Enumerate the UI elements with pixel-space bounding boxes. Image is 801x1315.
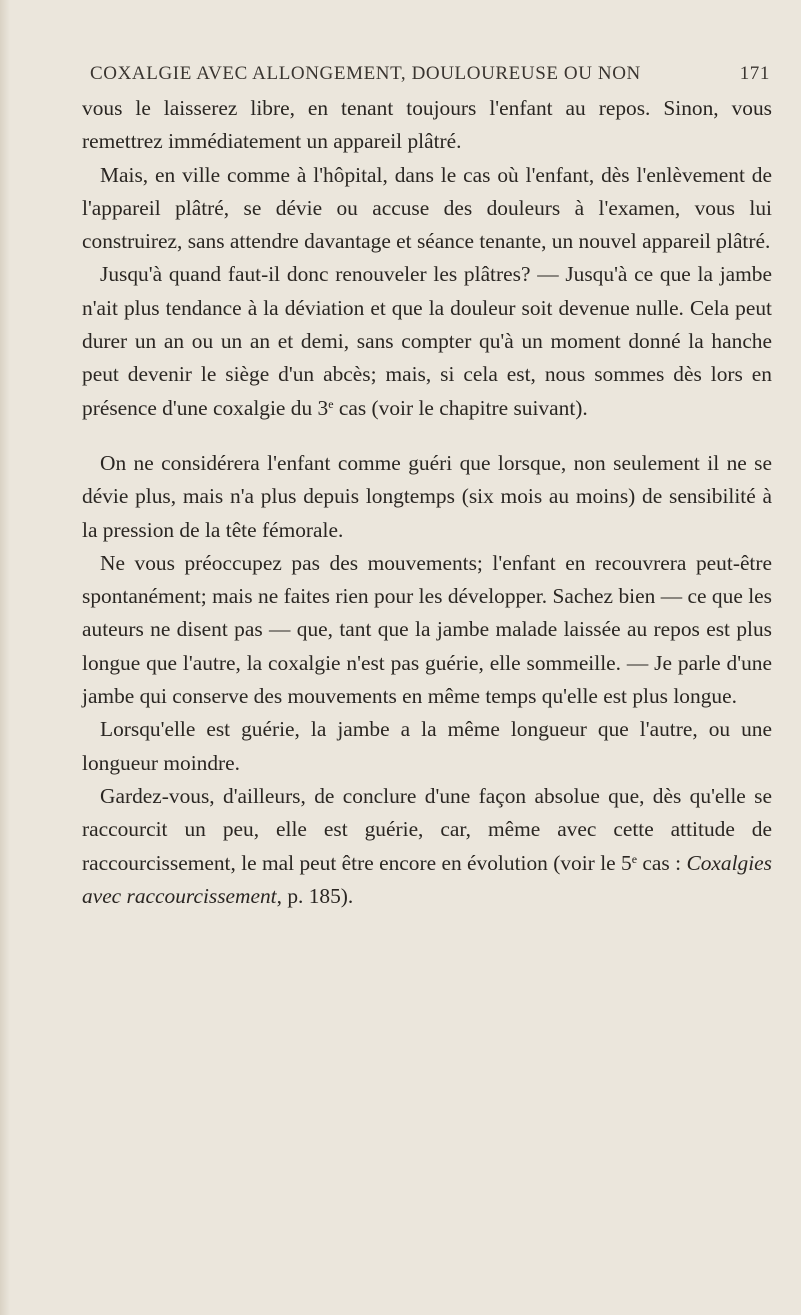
paragraph-text: cas : (637, 850, 687, 875)
paragraph-longueur: Lorsqu'elle est guérie, la jambe a la même longueur que l'autre, ou une longueur moindre. (82, 717, 772, 775)
paragraph-text: , p. 185). (276, 883, 354, 908)
paragraph-raccourcissement (82, 780, 772, 913)
paragraph-text: Jusqu'à quand faut-il donc renouveler les plâtres? — Jusqu'à ce que la jambe n'ait plus tendance à la déviation et que la douleur soit devenue nulle. Cela peut durer un an ou un an et demi, sans compter qu'à un moment donné la hanche peut devenir le siège d'un abcès; mais, si cela est, nous sommes dès lors en présence d'une coxalgie du 3 (82, 262, 772, 420)
paragraph-gueri: On ne considérera l'enfant comme guéri que lorsque, non seulement il ne se dévie plus, mais n'a plus depuis longtemps (six mois au moins) de sensibilité à la pression de la tête fémorale. (82, 450, 772, 542)
paragraph-text: Gardez-vous, d'ailleurs, de conclure d'une façon absolue que, dès qu'elle se raccourcit un peu, elle est guérie, car, même avec cette attitude de raccourcissement, le mal peut être encore en évolution (voir le 5 (82, 783, 772, 875)
running-title: COXALGIE AVEC ALLONGEMENT, DOULOUREUSE OU NON (90, 63, 641, 84)
page-number: 171 (739, 63, 770, 84)
superscript: e (631, 851, 638, 866)
paragraph-renouveler-platres (82, 258, 772, 424)
body-text (82, 92, 772, 913)
paragraph-ville-hopital: Mais, en ville comme à l'hôpital, dans le cas où l'enfant, dès l'enlèvement de l'appareil plâtré, se dévie ou accuse des douleurs à l'examen, vous lui construirez, sans attendre davantage et séance tenante, un nouvel appareil plâtré. (82, 162, 772, 254)
paragraph-mouvements: Ne vous préoccupez pas des mouvements; l'enfant en recouvrera peut-être spontanément; mais ne faites rien pour les développer. Sachez bien — ce que les auteurs ne disent pas — que, tant que la jambe malade laissée au repos est plus longue que l'autre, la coxalgie n'est pas guérie, elle sommeille. — Je parle d'une jambe qui conserve des mouvements en même temps qu'elle est plus longue. (82, 550, 772, 709)
paragraph-text: cas (voir le chapitre suivant). (333, 395, 588, 420)
cross-reference-title: Coxalgies avec raccourcissement (82, 850, 772, 908)
page-edge-shadow (0, 0, 10, 1315)
paragraph-continuation: vous le laisserez libre, en tenant toujours l'enfant au repos. Sinon, vous remettrez immédiatement un appareil plâtré. (82, 96, 772, 154)
superscript: e (328, 396, 334, 411)
running-header (90, 63, 770, 85)
